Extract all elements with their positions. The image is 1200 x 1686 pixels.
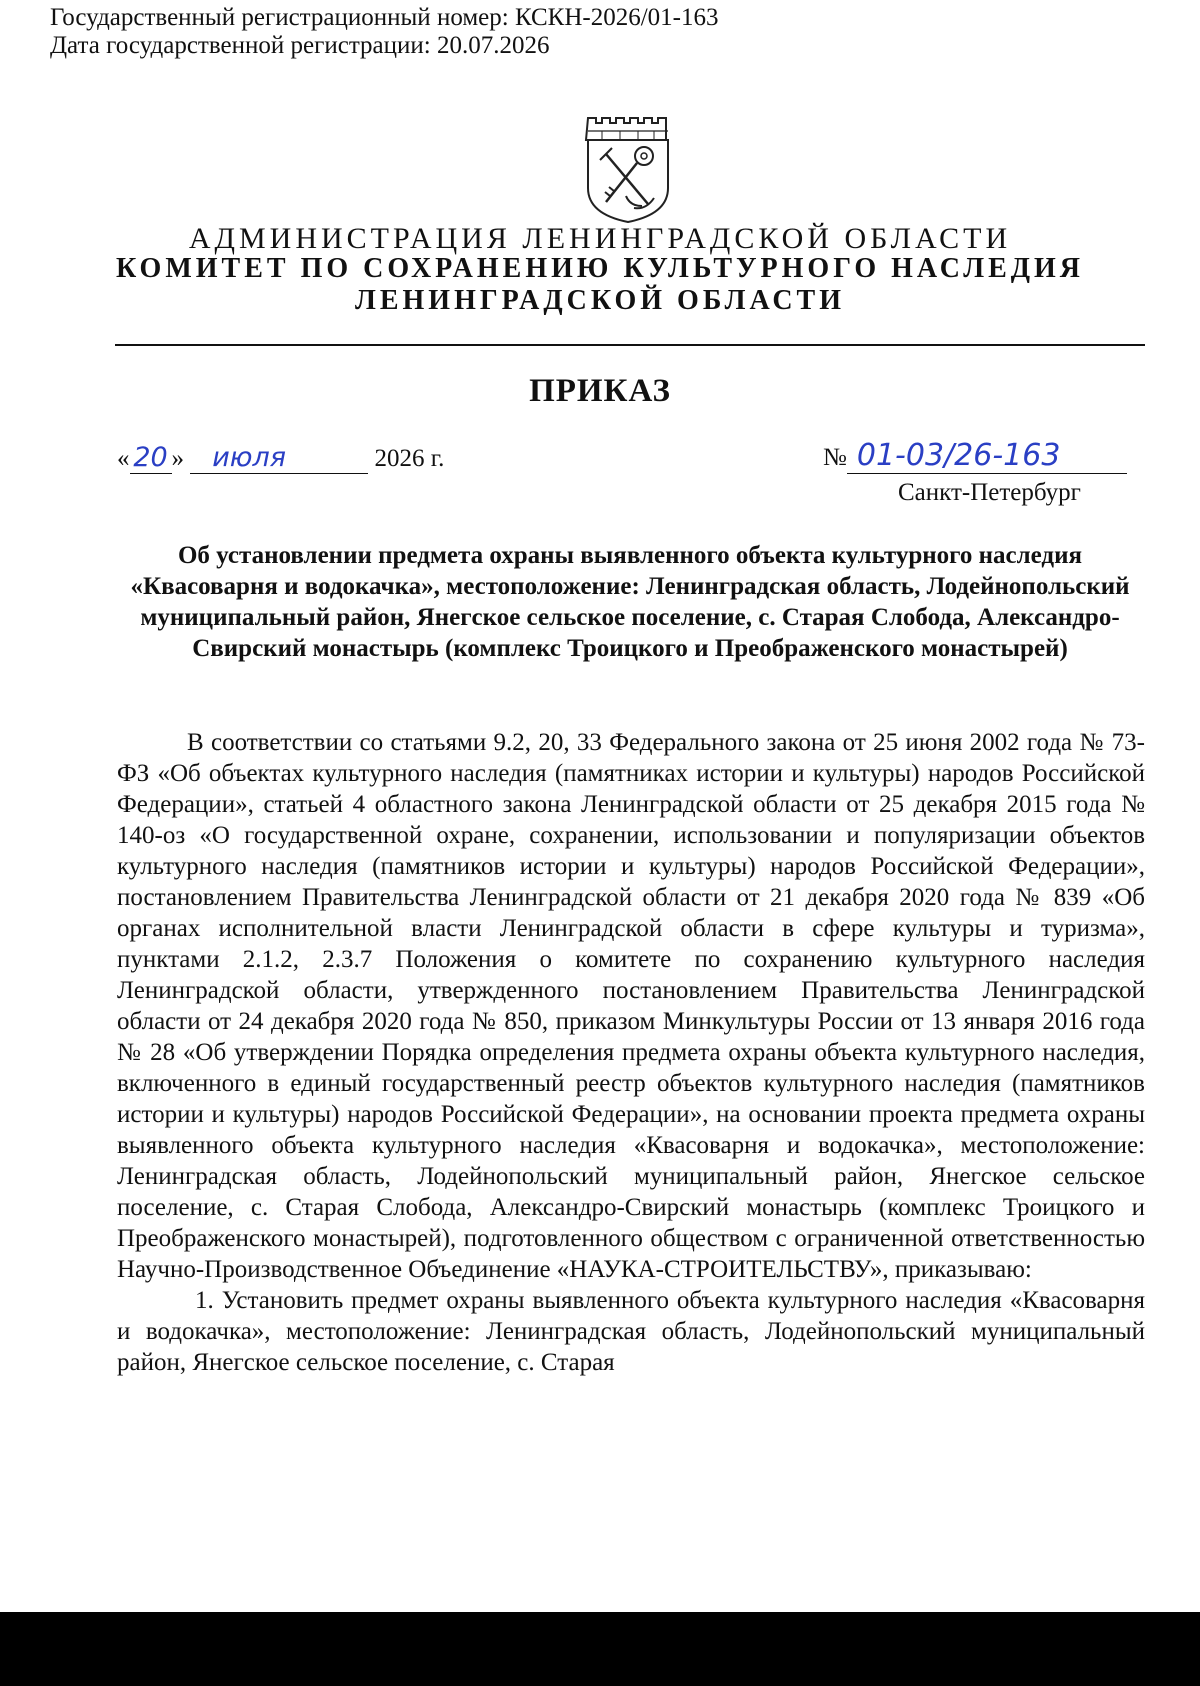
registration-header bbox=[50, 4, 719, 60]
organization-line-3: ЛЕНИНГРАДСКОЙ ОБЛАСТИ bbox=[354, 285, 846, 316]
order-subject: Об установлении предмета охраны выявленного объекта культурного наследия «Квасоварня и водокачка», местоположение: Ленинградская область, Лодейнопольский муниципальный район, Янегское сельское поселение, с. Старая Слобода, Александро-Свирский монастырь (комплекс Троицкого и Преображенского монастырей) bbox=[130, 542, 1130, 662]
place-of-issue: Санкт-Петербург bbox=[898, 479, 1081, 506]
date-year: 2026 г. bbox=[374, 445, 445, 472]
document-type: ПРИКАЗ bbox=[529, 373, 671, 409]
order-number bbox=[823, 438, 1127, 474]
preamble-paragraph: В соответствии со статьями 9.2, 20, 33 Федерального закона от 25 июня 2002 года № 73-ФЗ «Об объектах культурного наследия (памятниках истории и культуры) народов Российской Федерации», статьей 4 областного закона Ленинградской области от 25 декабря 2015 года № 140-оз «О государственной охране, сохранении, использовании и популяризации объектов культурного наследия (памятников истории и культуры) народов Российской Федерации», постановлением Правительства Ленинградской области от 21 декабря 2020 года № 839 «Об органах исполнительной власти Ленинградской области в сфере культуры и туризма», пунктами 2.1.2, 2.3.7 Положения о комитете по сохранению культурного наследия Ленинградской области, утвержденного постановлением Правительства Ленинградской области от 24 декабря 2020 года № 850, приказом Минкультуры России от 13 января 2016 года № 28 «Об утверждении Порядка определения предмета охраны объекта культурного наследия, включенного в единый государственный реестр объектов культурного наследия (памятников истории и культуры) народов Российской Федерации», на основании проекта предмета охраны выявленного объекта культурного наследия «Квасоварня и водокачка», местоположение: Ленинградская область, Лодейнопольский муниципальный район, Янегское сельское поселение, с. Старая Слобода, Александро-Свирский монастырь (комплекс Троицкого и Преображенского монастырей), подготовленного обществом с ограниченной ответственностью Научно-Производственное Объединение «НАУКА-СТРОИТЕЛЬСТВУ», приказываю: bbox=[117, 729, 1145, 1283]
item-1-paragraph: 1. Установить предмет охраны выявленного объекта культурного наследия «Квасоварня и водокачка», местоположение: Ленинградская область, Лодейнопольский муниципальный район, Янегское сельское поселение, с. Старая bbox=[117, 1287, 1145, 1376]
order-date bbox=[117, 442, 444, 474]
order-body bbox=[117, 727, 1145, 1378]
number-sign: № bbox=[823, 444, 847, 471]
open-quote: « bbox=[117, 445, 130, 472]
order-number-handwritten: 01-03/26-163 bbox=[847, 438, 1127, 474]
date-month-handwritten: июля bbox=[190, 442, 368, 474]
header-divider bbox=[115, 344, 1145, 346]
scan-edge bbox=[0, 1612, 1200, 1686]
registration-number: Государственный регистрационный номер: КСКН-2026/01-163 bbox=[50, 4, 719, 31]
close-quote: » bbox=[171, 445, 184, 472]
date-day-handwritten: 20 bbox=[130, 442, 172, 474]
registration-date: Дата государственной регистрации: 20.07.2026 bbox=[50, 32, 550, 59]
organization-line-1: АДМИНИСТРАЦИЯ ЛЕНИНГРАДСКОЙ ОБЛАСТИ bbox=[188, 222, 1012, 255]
organization-line-2: КОМИТЕТ ПО СОХРАНЕНИЮ КУЛЬТУРНОГО НАСЛЕДИЯ bbox=[115, 253, 1085, 284]
coat-of-arms-icon bbox=[582, 114, 674, 224]
